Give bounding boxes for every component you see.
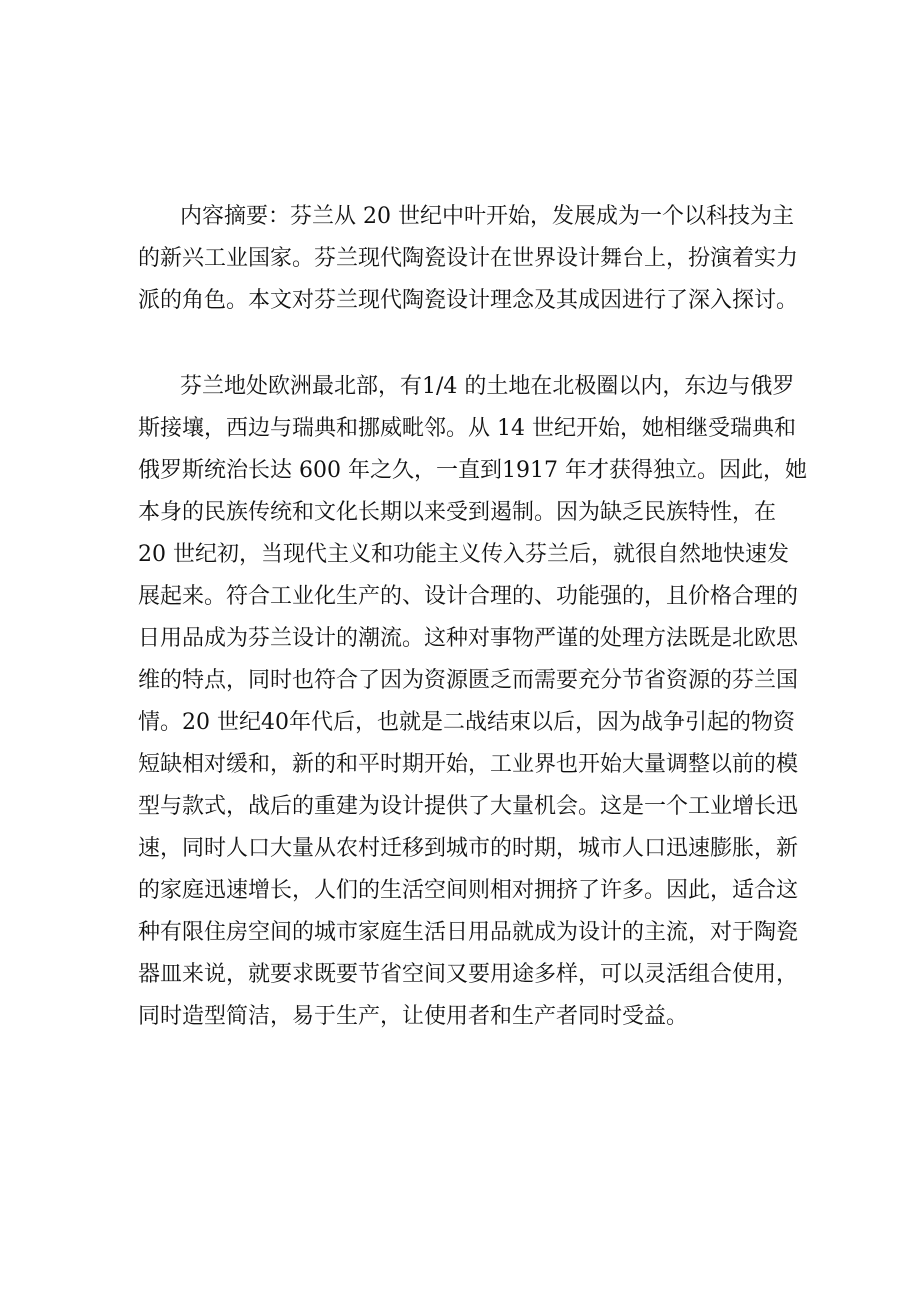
body-line: 短缺相对缓和，新的和平时期开始，工业界也开始大量调整以前的模 — [138, 752, 799, 777]
body-line: 型与款式，战后的重建为设计提供了大量机会。这是一个工业增长迅 — [138, 794, 799, 819]
body-line: 斯接壤，西边与瑞典和挪威毗邻。从 14 世纪开始，她相继受瑞典和 — [138, 416, 796, 441]
body-line: 俄罗斯统治长达 600 年之久，一直到1917 年才获得独立。因此，她 — [138, 458, 807, 483]
abstract-line: 派的角色。本文对芬兰现代陶瓷设计理念及其成因进行了深入探讨。 — [138, 288, 799, 313]
body-line: 种有限住房空间的城市家庭生活日用品就成为设计的主流，对于陶瓷 — [138, 920, 799, 945]
abstract-line: 的新兴工业国家。芬兰现代陶瓷设计在世界设计舞台上，扮演着实力 — [138, 246, 799, 271]
body-line: 展起来。符合工业化生产的、设计合理的、功能强的，且价格合理的 — [138, 584, 799, 609]
body-line: 速，同时人口大量从农村迁移到城市的时期，城市人口迅速膨胀，新 — [138, 836, 799, 861]
abstract-line: 内容摘要：芬兰从 20 世纪中叶开始，发展成为一个以科技为主 — [180, 204, 794, 229]
body-line: 同时造型简洁，易于生产，让使用者和生产者同时受益。 — [138, 1004, 689, 1029]
body-line: 芬兰地处欧洲最北部，有1/4 的土地在北极圈以内，东边与俄罗 — [180, 374, 795, 399]
body-line: 的家庭迅速增长，人们的生活空间则相对拥挤了许多。因此，适合这 — [138, 878, 799, 903]
body-line: 本身的民族传统和文化长期以来受到遏制。因为缺乏民族特性，在 — [138, 500, 777, 525]
body-line: 维的特点，同时也符合了因为资源匮乏而需要充分节省资源的芬兰国 — [138, 668, 799, 693]
body-line: 情。20 世纪40年代后，也就是二战结束以后，因为战争引起的物资 — [138, 710, 795, 735]
body-line: 器皿来说，就要求既要节省空间又要用途多样，可以灵活组合使用， — [138, 962, 799, 987]
body-line: 20 世纪初，当现代主义和功能主义传入芬兰后，就很自然地快速发 — [138, 542, 789, 567]
body-line: 日用品成为芬兰设计的潮流。这种对事物严谨的处理方法既是北欧思 — [138, 626, 799, 651]
body-paragraph — [138, 366, 807, 1038]
abstract-paragraph — [138, 196, 799, 322]
